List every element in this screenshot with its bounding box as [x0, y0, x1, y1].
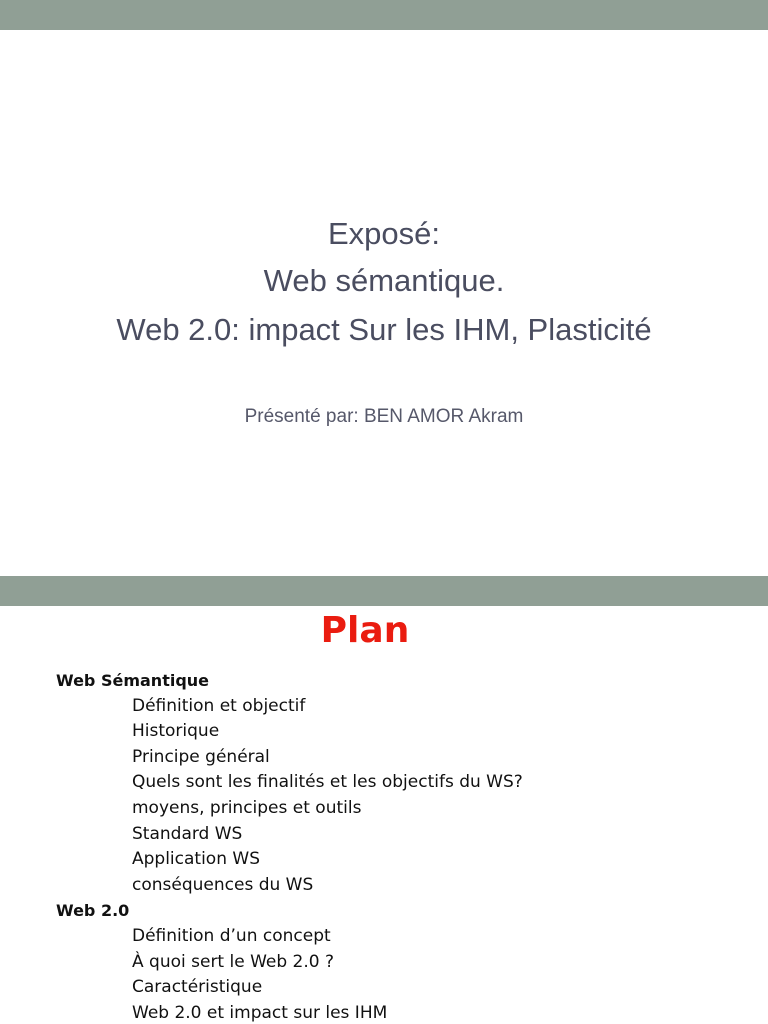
outline-item: moyens, principes et outils: [132, 797, 362, 818]
slide-top-band: [0, 0, 768, 30]
outline-item: Caractéristique: [132, 977, 263, 998]
outline-item: Définition d’un concept: [132, 925, 331, 946]
slide-title-line-1: Exposé:: [327, 216, 440, 251]
section-heading-web-2-0: Web 2.0: [56, 901, 130, 921]
outline-item: Historique: [132, 721, 220, 742]
slide-title-line-2: Web sémantique.: [263, 263, 505, 298]
plan-title: Plan: [320, 610, 410, 651]
presenter-subtitle: Présenté par: BEN AMOR Akram: [244, 406, 524, 427]
slide-separator-band: [0, 576, 768, 606]
outline-item: Web 2.0 et impact sur les IHM: [132, 1002, 388, 1023]
outline-item: À quoi sert le Web 2.0 ?: [132, 951, 335, 972]
slide-title-line-3: Web 2.0: impact Sur les IHM, Plasticité: [116, 312, 652, 347]
outline-item: Principe général: [132, 746, 270, 767]
plan-outline: [0, 668, 768, 1024]
plan-slide: [0, 606, 768, 1024]
outline-item: Définition et objectif: [132, 695, 306, 716]
outline-item: conséquences du WS: [132, 874, 314, 895]
outline-item: Quels sont les finalités et les objectifs du WS?: [132, 772, 523, 793]
section-heading-web-semantique: Web Sémantique: [56, 671, 210, 690]
outline-item: Application WS: [132, 849, 260, 870]
outline-item: Standard WS: [132, 823, 243, 844]
title-slide: [0, 30, 768, 576]
